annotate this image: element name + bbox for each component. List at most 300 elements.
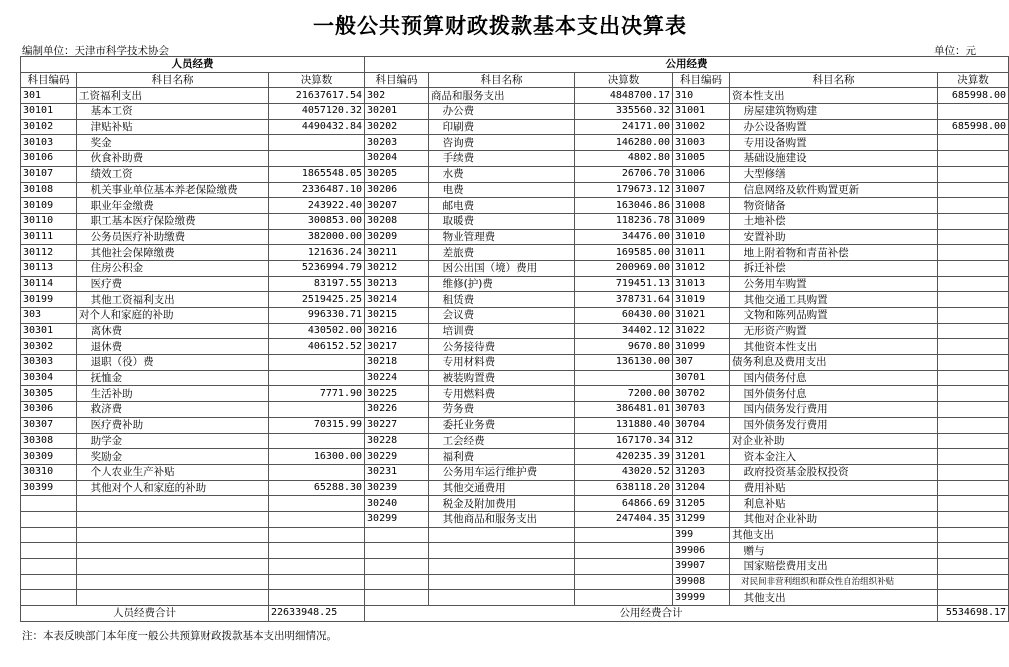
table-row <box>21 245 1009 261</box>
personnel-total-value: 22633948.25 <box>269 606 365 622</box>
goods-services-code-cell: 30212 <box>365 260 429 276</box>
reporting-unit: 编制单位：天津市科学技术协会 <box>22 45 169 57</box>
personnel-name-cell: 生活补助 <box>77 386 269 402</box>
personnel-name-cell: 住房公积金 <box>77 260 269 276</box>
personnel-code-cell: 30111 <box>21 229 77 245</box>
goods-services-code-cell: 30201 <box>365 104 429 120</box>
personnel-code-cell: 30304 <box>21 370 77 386</box>
personnel-name-cell <box>77 559 269 575</box>
capital-value-cell <box>938 166 1009 182</box>
goods-services-name-cell: 专用材料费 <box>429 355 575 371</box>
goods-services-value-cell: 4802.80 <box>575 151 673 167</box>
goods-services-name-cell: 因公出国（境）费用 <box>429 260 575 276</box>
goods-services-name-cell: 水费 <box>429 166 575 182</box>
capital-code-cell: 31299 <box>673 511 730 527</box>
goods-services-value-cell: 9670.80 <box>575 339 673 355</box>
goods-services-code-cell: 30239 <box>365 480 429 496</box>
capital-name-cell: 土地补偿 <box>730 213 938 229</box>
goods-services-name-cell: 培训费 <box>429 323 575 339</box>
goods-services-name-cell: 商品和服务支出 <box>429 88 575 104</box>
personnel-value-cell: 382000.00 <box>269 229 365 245</box>
capital-code-cell: 31001 <box>673 104 730 120</box>
personnel-value-cell: 1865548.05 <box>269 166 365 182</box>
goods-services-value-cell <box>575 370 673 386</box>
personnel-value-cell: 430502.00 <box>269 323 365 339</box>
table-row <box>21 559 1009 575</box>
page-title: 一般公共预算财政拨款基本支出决算表 <box>313 14 687 38</box>
capital-name-cell: 其他支出 <box>730 527 938 543</box>
capital-value-cell <box>938 323 1009 339</box>
capital-value-cell <box>938 276 1009 292</box>
capital-code-cell: 30704 <box>673 417 730 433</box>
goods-services-code-cell: 302 <box>365 88 429 104</box>
personnel-name-cell: 个人农业生产补贴 <box>77 464 269 480</box>
goods-services-code-cell: 30203 <box>365 135 429 151</box>
capital-code-cell: 31204 <box>673 480 730 496</box>
capital-value-cell <box>938 527 1009 543</box>
capital-code-cell: 31019 <box>673 292 730 308</box>
goods-services-code-cell: 30229 <box>365 449 429 465</box>
goods-services-name-cell: 办公费 <box>429 104 575 120</box>
goods-services-value-cell: 64866.69 <box>575 496 673 512</box>
capital-name-cell: 地上附着物和青苗补偿 <box>730 245 938 261</box>
personnel-value-cell: 4057120.32 <box>269 104 365 120</box>
capital-name-cell: 专用设备购置 <box>730 135 938 151</box>
goods-services-value-cell: 638118.20 <box>575 480 673 496</box>
capital-value-cell <box>938 449 1009 465</box>
goods-services-code-cell: 30214 <box>365 292 429 308</box>
personnel-name-cell <box>77 527 269 543</box>
capital-code-cell: 31009 <box>673 213 730 229</box>
goods-services-value-cell: 386481.01 <box>575 402 673 418</box>
personnel-value-cell <box>269 402 365 418</box>
capital-name-cell: 国家赔偿费用支出 <box>730 559 938 575</box>
table-row <box>21 496 1009 512</box>
personnel-name-cell: 其他对个人和家庭的补助 <box>77 480 269 496</box>
column-header: 决算数 <box>575 72 673 88</box>
table-row <box>21 308 1009 324</box>
capital-value-cell <box>938 245 1009 261</box>
personnel-code-cell: 30306 <box>21 402 77 418</box>
table-row <box>21 527 1009 543</box>
capital-name-cell: 公务用车购置 <box>730 276 938 292</box>
goods-services-name-cell: 被装购置费 <box>429 370 575 386</box>
section-personnel: 人员经费 <box>21 57 365 73</box>
personnel-value-cell: 5236994.79 <box>269 260 365 276</box>
column-header: 决算数 <box>269 72 365 88</box>
capital-value-cell <box>938 104 1009 120</box>
capital-value-cell <box>938 213 1009 229</box>
capital-value-cell <box>938 370 1009 386</box>
goods-services-name-cell: 福利费 <box>429 449 575 465</box>
table-row <box>21 166 1009 182</box>
goods-services-value-cell: 167170.34 <box>575 433 673 449</box>
capital-code-cell: 30703 <box>673 402 730 418</box>
capital-name-cell: 国内债务发行费用 <box>730 402 938 418</box>
personnel-value-cell: 21637617.54 <box>269 88 365 104</box>
capital-name-cell: 信息网络及软件购置更新 <box>730 182 938 198</box>
personnel-value-cell <box>269 464 365 480</box>
capital-value-cell <box>938 511 1009 527</box>
goods-services-value-cell <box>575 543 673 559</box>
personnel-code-cell: 30113 <box>21 260 77 276</box>
totals-row <box>21 606 1009 622</box>
personnel-name-cell: 奖金 <box>77 135 269 151</box>
public-total-value: 5534698.17 <box>938 606 1009 622</box>
capital-value-cell <box>938 308 1009 324</box>
goods-services-name-cell: 专用燃料费 <box>429 386 575 402</box>
capital-value-cell <box>938 355 1009 371</box>
capital-name-cell: 安置补助 <box>730 229 938 245</box>
personnel-value-cell: 996330.71 <box>269 308 365 324</box>
personnel-code-cell: 30305 <box>21 386 77 402</box>
capital-value-cell <box>938 417 1009 433</box>
personnel-value-cell: 2519425.25 <box>269 292 365 308</box>
table-row <box>21 511 1009 527</box>
goods-services-code-cell <box>365 559 429 575</box>
personnel-value-cell: 2336487.10 <box>269 182 365 198</box>
goods-services-code-cell <box>365 590 429 606</box>
capital-name-cell: 其他交通工具购置 <box>730 292 938 308</box>
capital-name-cell: 政府投资基金股权投资 <box>730 464 938 480</box>
goods-services-code-cell: 30226 <box>365 402 429 418</box>
personnel-code-cell: 301 <box>21 88 77 104</box>
goods-services-name-cell: 委托业务费 <box>429 417 575 433</box>
capital-code-cell: 31006 <box>673 166 730 182</box>
table-row <box>21 480 1009 496</box>
table-row <box>21 119 1009 135</box>
capital-code-cell: 399 <box>673 527 730 543</box>
table-row <box>21 355 1009 371</box>
capital-value-cell <box>938 182 1009 198</box>
table-row <box>21 323 1009 339</box>
capital-value-cell <box>938 386 1009 402</box>
goods-services-value-cell: 7200.00 <box>575 386 673 402</box>
goods-services-code-cell: 30215 <box>365 308 429 324</box>
currency-unit: 单位：元 <box>934 45 976 57</box>
capital-code-cell: 31011 <box>673 245 730 261</box>
column-header: 科目编码 <box>365 72 429 88</box>
column-header: 科目名称 <box>77 72 269 88</box>
goods-services-name-cell: 其他交通费用 <box>429 480 575 496</box>
capital-value-cell <box>938 433 1009 449</box>
table-row <box>21 88 1009 104</box>
goods-services-code-cell <box>365 543 429 559</box>
personnel-code-cell <box>21 527 77 543</box>
personnel-name-cell: 退职（役）费 <box>77 355 269 371</box>
table-row <box>21 417 1009 433</box>
goods-services-code-cell: 30204 <box>365 151 429 167</box>
capital-name-cell: 大型修缮 <box>730 166 938 182</box>
table-row <box>21 449 1009 465</box>
capital-code-cell: 312 <box>673 433 730 449</box>
personnel-name-cell <box>77 543 269 559</box>
goods-services-value-cell <box>575 574 673 590</box>
personnel-code-cell <box>21 543 77 559</box>
capital-code-cell: 31002 <box>673 119 730 135</box>
capital-code-cell: 31005 <box>673 151 730 167</box>
goods-services-value-cell: 378731.64 <box>575 292 673 308</box>
personnel-value-cell: 243922.40 <box>269 198 365 214</box>
goods-services-name-cell: 邮电费 <box>429 198 575 214</box>
column-header: 科目名称 <box>730 72 938 88</box>
goods-services-name-cell: 印刷费 <box>429 119 575 135</box>
goods-services-name-cell: 劳务费 <box>429 402 575 418</box>
capital-name-cell: 债务利息及费用支出 <box>730 355 938 371</box>
capital-value-cell <box>938 590 1009 606</box>
goods-services-code-cell: 30202 <box>365 119 429 135</box>
capital-code-cell: 307 <box>673 355 730 371</box>
goods-services-name-cell: 其他商品和服务支出 <box>429 511 575 527</box>
table-row <box>21 135 1009 151</box>
capital-name-cell: 资本金注入 <box>730 449 938 465</box>
personnel-name-cell: 退休费 <box>77 339 269 355</box>
goods-services-value-cell: 118236.78 <box>575 213 673 229</box>
personnel-value-cell <box>269 590 365 606</box>
goods-services-value-cell: 43020.52 <box>575 464 673 480</box>
goods-services-value-cell <box>575 559 673 575</box>
personnel-value-cell <box>269 559 365 575</box>
capital-code-cell: 39906 <box>673 543 730 559</box>
personnel-value-cell <box>269 355 365 371</box>
personnel-name-cell: 医疗费补助 <box>77 417 269 433</box>
table-row <box>21 198 1009 214</box>
personnel-code-cell: 30103 <box>21 135 77 151</box>
personnel-code-cell <box>21 511 77 527</box>
personnel-value-cell <box>269 135 365 151</box>
section-public: 公用经费 <box>365 57 1009 73</box>
table-row <box>21 464 1009 480</box>
personnel-name-cell <box>77 511 269 527</box>
personnel-value-cell <box>269 574 365 590</box>
personnel-code-cell: 30109 <box>21 198 77 214</box>
goods-services-code-cell: 30205 <box>365 166 429 182</box>
capital-name-cell: 国内债务付息 <box>730 370 938 386</box>
capital-name-cell: 办公设备购置 <box>730 119 938 135</box>
goods-services-value-cell: 247404.35 <box>575 511 673 527</box>
personnel-code-cell <box>21 590 77 606</box>
personnel-value-cell <box>269 527 365 543</box>
personnel-name-cell: 津贴补贴 <box>77 119 269 135</box>
capital-name-cell: 无形资产购置 <box>730 323 938 339</box>
expenditure-table <box>20 56 1009 622</box>
personnel-value-cell <box>269 433 365 449</box>
goods-services-value-cell: 136130.00 <box>575 355 673 371</box>
personnel-name-cell: 职工基本医疗保险缴费 <box>77 213 269 229</box>
capital-name-cell: 物资储备 <box>730 198 938 214</box>
goods-services-code-cell: 30227 <box>365 417 429 433</box>
goods-services-name-cell: 物业管理费 <box>429 229 575 245</box>
goods-services-name-cell: 维修(护)费 <box>429 276 575 292</box>
table-row <box>21 590 1009 606</box>
capital-name-cell: 国外债务发行费用 <box>730 417 938 433</box>
personnel-code-cell: 30309 <box>21 449 77 465</box>
goods-services-code-cell: 30240 <box>365 496 429 512</box>
capital-name-cell: 赠与 <box>730 543 938 559</box>
personnel-code-cell: 30114 <box>21 276 77 292</box>
capital-code-cell: 31022 <box>673 323 730 339</box>
personnel-code-cell <box>21 496 77 512</box>
capital-name-cell: 资本性支出 <box>730 88 938 104</box>
personnel-value-cell: 16300.00 <box>269 449 365 465</box>
personnel-name-cell: 其他社会保障缴费 <box>77 245 269 261</box>
column-header: 决算数 <box>938 72 1009 88</box>
capital-value-cell: 685998.00 <box>938 88 1009 104</box>
goods-services-code-cell: 30231 <box>365 464 429 480</box>
capital-code-cell: 31203 <box>673 464 730 480</box>
personnel-code-cell: 30106 <box>21 151 77 167</box>
footnote: 注：本表反映部门本年度一般公共预算财政拨款基本支出明细情况。 <box>22 630 337 642</box>
goods-services-value-cell: 4848700.17 <box>575 88 673 104</box>
personnel-code-cell: 30307 <box>21 417 77 433</box>
personnel-name-cell <box>77 590 269 606</box>
goods-services-code-cell: 30216 <box>365 323 429 339</box>
table-row <box>21 370 1009 386</box>
table-row <box>21 433 1009 449</box>
goods-services-value-cell: 146280.00 <box>575 135 673 151</box>
capital-value-cell <box>938 339 1009 355</box>
personnel-name-cell: 伙食补助费 <box>77 151 269 167</box>
table-row <box>21 292 1009 308</box>
capital-value-cell <box>938 543 1009 559</box>
column-header: 科目名称 <box>429 72 575 88</box>
goods-services-value-cell: 163046.86 <box>575 198 673 214</box>
goods-services-name-cell: 电费 <box>429 182 575 198</box>
personnel-code-cell: 30107 <box>21 166 77 182</box>
personnel-code-cell <box>21 559 77 575</box>
personnel-value-cell <box>269 496 365 512</box>
goods-services-code-cell: 30207 <box>365 198 429 214</box>
capital-code-cell: 310 <box>673 88 730 104</box>
table-row <box>21 104 1009 120</box>
goods-services-value-cell <box>575 590 673 606</box>
goods-services-value-cell: 34402.12 <box>575 323 673 339</box>
capital-name-cell: 其他资本性支出 <box>730 339 938 355</box>
goods-services-value-cell: 26706.70 <box>575 166 673 182</box>
goods-services-name-cell: 税金及附加费用 <box>429 496 575 512</box>
capital-value-cell <box>938 260 1009 276</box>
column-header: 科目编码 <box>21 72 77 88</box>
goods-services-name-cell: 手续费 <box>429 151 575 167</box>
table-row <box>21 260 1009 276</box>
personnel-value-cell <box>269 543 365 559</box>
personnel-value-cell <box>269 511 365 527</box>
capital-name-cell: 其他对企业补助 <box>730 511 938 527</box>
capital-code-cell: 31021 <box>673 308 730 324</box>
personnel-name-cell: 职业年金缴费 <box>77 198 269 214</box>
goods-services-code-cell: 30218 <box>365 355 429 371</box>
goods-services-value-cell: 34476.00 <box>575 229 673 245</box>
column-header-row <box>21 72 1009 88</box>
table-row <box>21 339 1009 355</box>
personnel-code-cell: 30308 <box>21 433 77 449</box>
capital-value-cell <box>938 402 1009 418</box>
goods-services-name-cell <box>429 574 575 590</box>
table-row <box>21 151 1009 167</box>
personnel-code-cell: 30108 <box>21 182 77 198</box>
capital-name-cell: 文物和陈列品购置 <box>730 308 938 324</box>
goods-services-name-cell <box>429 527 575 543</box>
goods-services-code-cell: 30224 <box>365 370 429 386</box>
personnel-value-cell: 65288.30 <box>269 480 365 496</box>
personnel-name-cell: 工资福利支出 <box>77 88 269 104</box>
personnel-code-cell: 30399 <box>21 480 77 496</box>
goods-services-value-cell: 24171.00 <box>575 119 673 135</box>
capital-name-cell: 房屋建筑物购建 <box>730 104 938 120</box>
personnel-code-cell: 30310 <box>21 464 77 480</box>
goods-services-code-cell <box>365 574 429 590</box>
personnel-value-cell: 300853.00 <box>269 213 365 229</box>
personnel-code-cell: 30110 <box>21 213 77 229</box>
personnel-code-cell: 30302 <box>21 339 77 355</box>
goods-services-name-cell <box>429 543 575 559</box>
personnel-name-cell: 奖励金 <box>77 449 269 465</box>
capital-name-cell: 国外债务付息 <box>730 386 938 402</box>
capital-code-cell: 31010 <box>673 229 730 245</box>
goods-services-value-cell <box>575 527 673 543</box>
goods-services-name-cell: 租赁费 <box>429 292 575 308</box>
capital-code-cell: 39999 <box>673 590 730 606</box>
personnel-name-cell: 抚恤金 <box>77 370 269 386</box>
goods-services-code-cell: 30213 <box>365 276 429 292</box>
goods-services-name-cell: 咨询费 <box>429 135 575 151</box>
goods-services-name-cell: 差旅费 <box>429 245 575 261</box>
goods-services-name-cell: 会议费 <box>429 308 575 324</box>
capital-name-cell: 对企业补助 <box>730 433 938 449</box>
goods-services-value-cell: 60430.00 <box>575 308 673 324</box>
personnel-value-cell: 70315.99 <box>269 417 365 433</box>
goods-services-value-cell: 719451.13 <box>575 276 673 292</box>
personnel-value-cell: 7771.90 <box>269 386 365 402</box>
table-row <box>21 276 1009 292</box>
capital-name-cell: 拆迁补偿 <box>730 260 938 276</box>
capital-value-cell <box>938 198 1009 214</box>
personnel-name-cell: 公务员医疗补助缴费 <box>77 229 269 245</box>
personnel-name-cell: 救济费 <box>77 402 269 418</box>
goods-services-value-cell: 131880.40 <box>575 417 673 433</box>
goods-services-name-cell <box>429 559 575 575</box>
goods-services-code-cell: 30228 <box>365 433 429 449</box>
capital-code-cell: 31013 <box>673 276 730 292</box>
capital-name-cell: 费用补贴 <box>730 480 938 496</box>
personnel-value-cell <box>269 370 365 386</box>
personnel-code-cell: 30301 <box>21 323 77 339</box>
capital-value-cell <box>938 496 1009 512</box>
goods-services-code-cell <box>365 527 429 543</box>
goods-services-name-cell: 取暖费 <box>429 213 575 229</box>
capital-code-cell: 31003 <box>673 135 730 151</box>
personnel-name-cell: 机关事业单位基本养老保险缴费 <box>77 182 269 198</box>
personnel-value-cell: 406152.52 <box>269 339 365 355</box>
goods-services-code-cell: 30211 <box>365 245 429 261</box>
capital-code-cell: 30702 <box>673 386 730 402</box>
capital-value-cell <box>938 464 1009 480</box>
personnel-name-cell: 离休费 <box>77 323 269 339</box>
table-row <box>21 229 1009 245</box>
personnel-code-cell: 303 <box>21 308 77 324</box>
capital-value-cell <box>938 559 1009 575</box>
capital-value-cell <box>938 151 1009 167</box>
goods-services-value-cell: 335560.32 <box>575 104 673 120</box>
personnel-code-cell: 30102 <box>21 119 77 135</box>
capital-value-cell: 685998.00 <box>938 119 1009 135</box>
table-row <box>21 402 1009 418</box>
capital-value-cell <box>938 574 1009 590</box>
capital-value-cell <box>938 135 1009 151</box>
public-total-label: 公用经费合计 <box>365 606 938 622</box>
table-row <box>21 213 1009 229</box>
goods-services-code-cell: 30206 <box>365 182 429 198</box>
